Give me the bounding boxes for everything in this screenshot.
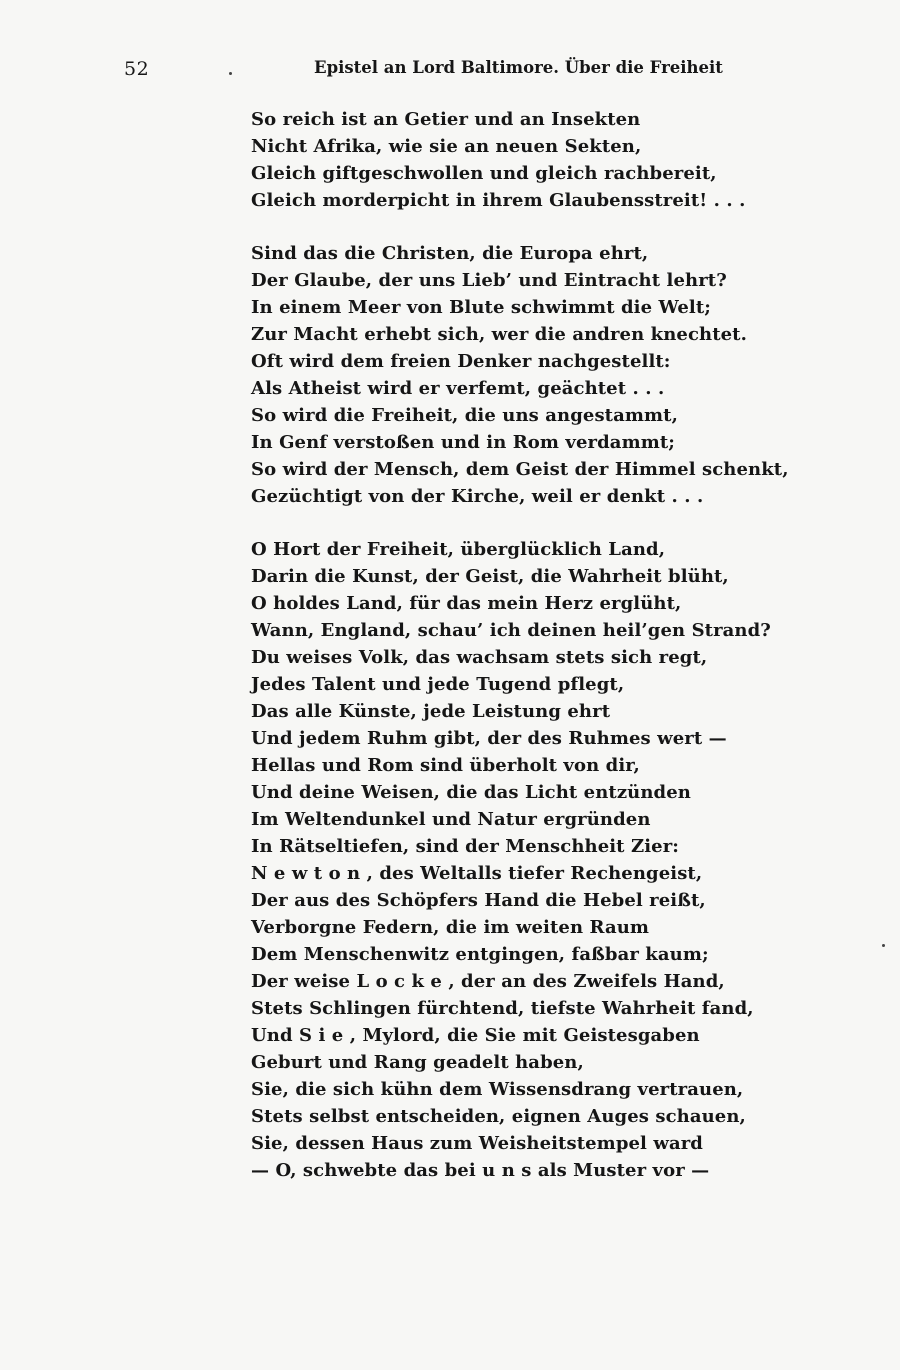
verse-line: Dem Menschenwitz entgingen, faßbar kaum; [251,944,709,965]
verse-line: Wann, England, schau’ ich deinen heil’gen Strand? [251,620,771,641]
verse-line: So wird der Mensch, dem Geist der Himmel schenkt, [251,459,789,480]
verse-line: Stets Schlingen fürchtend, tiefste Wahrheit fand, [251,998,754,1019]
verse-line: Gleich giftgeschwollen und gleich rachbereit, [251,163,717,184]
page-number: 52 [124,58,150,80]
verse-line: In einem Meer von Blute schwimmt die Welt; [251,297,712,318]
verse-line: Und S i e , Mylord, die Sie mit Geistesgaben [251,1025,700,1046]
verse-line: Gezüchtigt von der Kirche, weil er denkt . . . [251,486,704,507]
verse-line: Und deine Weisen, die das Licht entzünden [251,782,691,803]
verse-line: Du weises Volk, das wachsam stets sich regt, [251,647,708,668]
verse-line: Der aus des Schöpfers Hand die Hebel reißt, [251,890,706,911]
verse-line: Hellas und Rom sind überholt von dir, [251,755,640,776]
verse-line: Nicht Afrika, wie sie an neuen Sekten, [251,136,642,157]
verse-line: Jedes Talent und jede Tugend pflegt, [251,674,625,695]
verse-line: Stets selbst entscheiden, eignen Auges schauen, [251,1106,746,1127]
verse-line: Verborgne Federn, die im weiten Raum [251,917,650,938]
verse-line: O Hort der Freiheit, überglücklich Land, [251,539,666,560]
running-title: Epistel an Lord Baltimore. Über die Freiheit [314,58,723,77]
verse-line: So wird die Freiheit, die uns angestammt, [251,405,678,426]
verse-line: In Genf verstoßen und in Rom verdammt; [251,432,676,453]
verse-line: Oft wird dem freien Denker nachgestellt: [251,351,671,372]
verse-line: Sie, die sich kühn dem Wissensdrang vertrauen, [251,1079,744,1100]
scan-speck [882,944,885,947]
verse-line: Gleich morderpicht in ihrem Glaubensstreit! . . . [251,190,746,211]
verse-line: Im Weltendunkel und Natur ergründen [251,809,651,830]
verse-line: Der Glaube, der uns Lieb’ und Eintracht lehrt? [251,270,727,291]
verse-line: Geburt und Rang geadelt haben, [251,1052,584,1073]
stanza-1 [251,106,851,214]
poem-body [251,106,851,1210]
verse-line: Das alle Künste, jede Leistung ehrt [251,701,611,722]
verse-line: Zur Macht erhebt sich, wer die andren knechtet. [251,324,747,345]
verse-line: O holdes Land, für das mein Herz erglüht, [251,593,682,614]
verse-line: N e w t o n , des Weltalls tiefer Rechengeist, [251,863,703,884]
verse-line: Darin die Kunst, der Geist, die Wahrheit blüht, [251,566,729,587]
stanza-3 [251,536,851,1184]
verse-line: In Rätseltiefen, sind der Menschheit Zier: [251,836,680,857]
scan-speck [229,72,232,75]
verse-line: Als Atheist wird er verfemt, geächtet . . . [251,378,665,399]
verse-line: Und jedem Ruhm gibt, der des Ruhmes wert — [251,728,727,749]
verse-line: Sie, dessen Haus zum Weisheitstempel ward [251,1133,703,1154]
verse-line: Sind das die Christen, die Europa ehrt, [251,243,649,264]
verse-line: — O, schwebte das bei u n s als Muster vor — [251,1160,710,1181]
verse-line: Der weise L o c k e , der an des Zweifels Hand, [251,971,725,992]
stanza-2 [251,240,851,510]
verse-line: So reich ist an Getier und an Insekten [251,109,641,130]
